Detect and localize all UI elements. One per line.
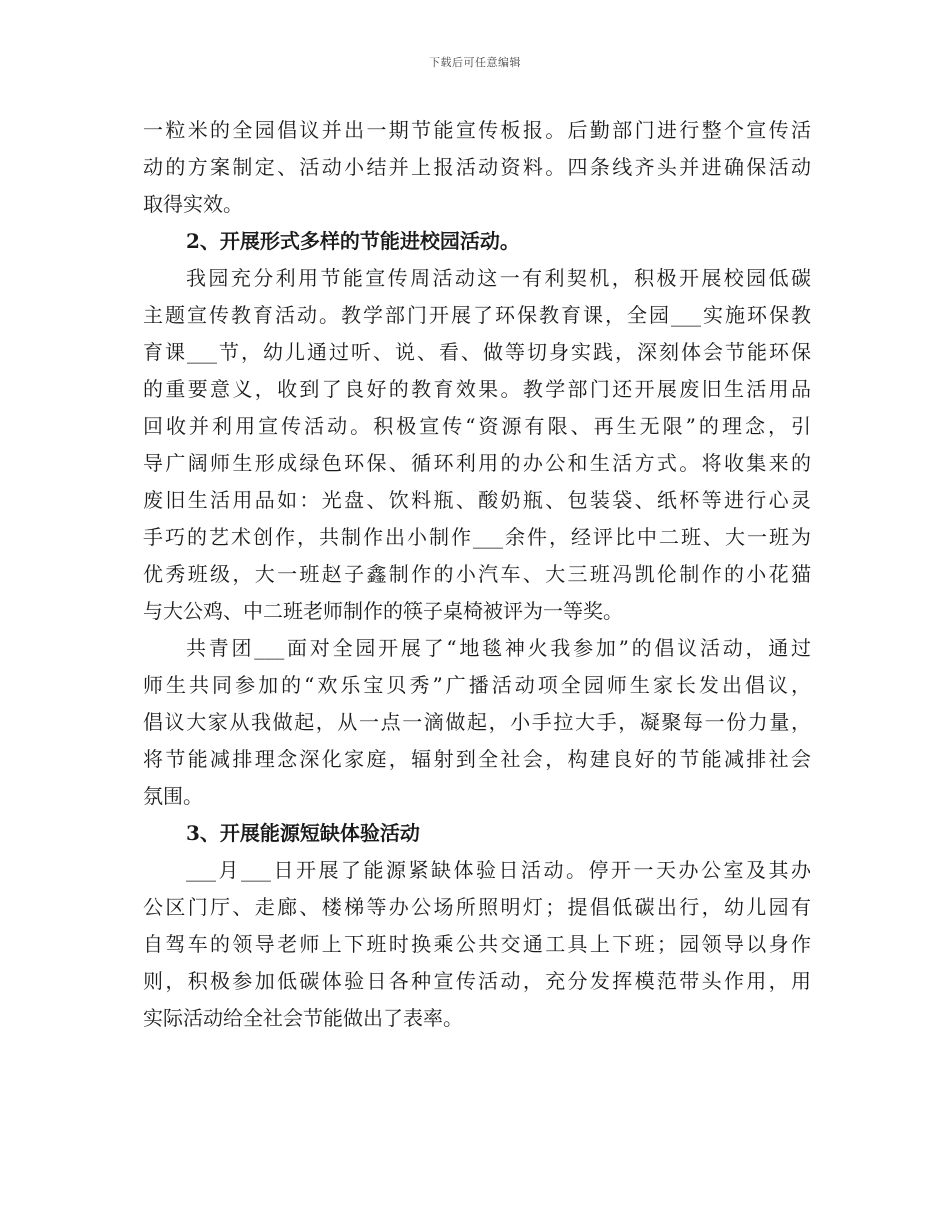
- text-line: 导广阔师生形成绿色环保、循环利用的办公和生活方式。将收集来的: [143, 451, 811, 475]
- text-line: 主题宣传教育活动。教学部门开展了环保教育课，全园___实施环保教: [143, 303, 811, 327]
- text-line: 公区门厅、走廊、楼梯等办公场所照明灯；提倡低碳出行，幼儿园有: [143, 895, 811, 919]
- text-line: 育课___节，幼儿通过听、说、看、做等切身实践，深刻体会节能环保: [143, 340, 811, 364]
- section-heading: 2、开展形式多样的节能进校园活动。: [186, 229, 520, 253]
- text-line: 将节能减排理念深化家庭，辐射到全社会，构建良好的节能减排社会: [143, 747, 811, 771]
- text-line: 我园充分利用节能宣传周活动这一有利契机，积极开展校园低碳: [186, 266, 811, 290]
- text-line: 共青团___面对全园开展了“地毯神火我参加”的倡议活动，通过: [186, 636, 811, 660]
- text-line: 优秀班级，大一班赵子鑫制作的小汽车、大三班冯凯伦制作的小花猫: [143, 562, 811, 586]
- text-line: 氛围。: [143, 784, 203, 808]
- text-line: 则，积极参加低碳体验日各种宣传活动，充分发挥模范带头作用，用: [143, 969, 811, 993]
- text-line: 一粒米的全园倡议并出一期节能宣传板报。后勤部门进行整个宣传活: [143, 118, 811, 142]
- text-line: 取得实效。: [143, 192, 243, 216]
- text-line: 回收并利用宣传活动。积极宣传“资源有限、再生无限”的理念，引: [143, 414, 811, 438]
- text-line: 手巧的艺术创作，共制作出小制作___余件，经评比中二班、大一班为: [143, 525, 811, 549]
- section-heading: 3、开展能源短缺体验活动: [186, 821, 420, 845]
- text-line: 废旧生活用品如：光盘、饮料瓶、酸奶瓶、包装袋、纸杯等进行心灵: [143, 488, 811, 512]
- text-line: 自驾车的领导老师上下班时换乘公共交通工具上下班；园领导以身作: [143, 932, 811, 956]
- text-line: 师生共同参加的“欢乐宝贝秀”广播活动项全园师生家长发出倡议，: [143, 673, 811, 697]
- document-body: [143, 112, 811, 1037]
- text-line: 动的方案制定、活动小结并上报活动资料。四条线齐头并进确保活动: [143, 155, 811, 179]
- page-header-note: 下载后可任意编辑: [429, 56, 521, 69]
- text-line: ___月___日开展了能源紧缺体验日活动。停开一天办公室及其办: [186, 858, 811, 882]
- text-line: 倡议大家从我做起，从一点一滴做起，小手拉大手，凝聚每一份力量，: [143, 710, 811, 734]
- text-line: 实际活动给全社会节能做出了表率。: [143, 1006, 463, 1030]
- text-line: 的重要意义，收到了良好的教育效果。教学部门还开展废旧生活用品: [143, 377, 811, 401]
- text-line: 与大公鸡、中二班老师制作的筷子桌椅被评为一等奖。: [143, 599, 623, 623]
